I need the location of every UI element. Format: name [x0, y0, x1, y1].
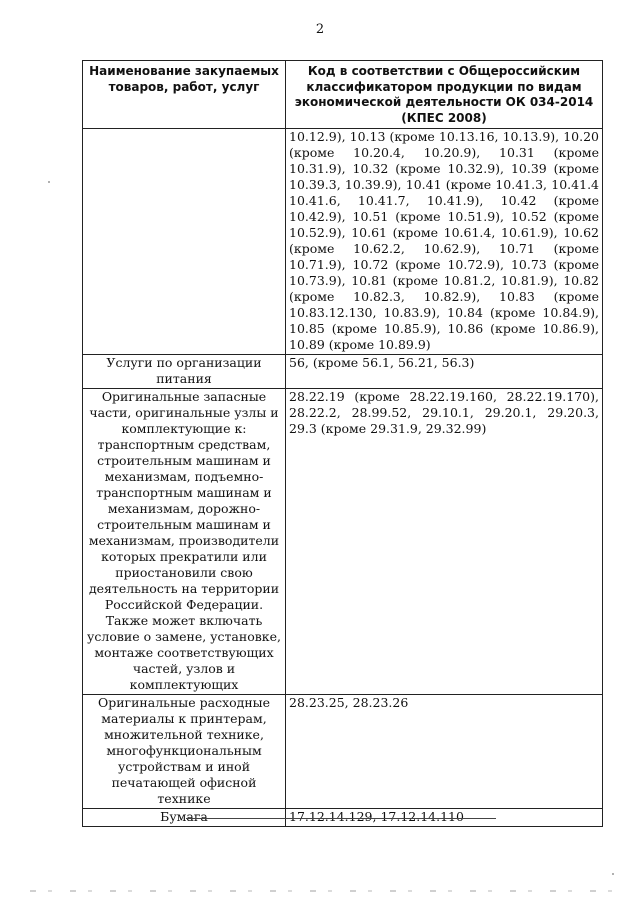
okpd-code-cell: 10.12.9), 10.13 (кроме 10.13.16, 10.13.9), 10.20 (кроме 10.20.4, 10.20.9), 10.31 (кроме 10.31.9), 10.32 (кроме 10.32.9), 10.39 (кроме 10.39.3, 10.39.9), 10.41 (кроме 10.41.3, 10.41.4 10.41.6, 10.41.7, 10.41.9), 10.42 (кроме 10.42.9), 10.51 (кроме 10.51.9), 10.52 (кроме 10.52.9), 10.61 (кроме 10.61.4, 10.61.9), 10.62 (кроме 10.62.2, 10.62.9), 10.71 (кроме 10.71.9), 10.72 (кроме 10.72.9), 10.73 (кроме 10.73.9), 10.81 (кроме 10.81.2, 10.81.9), 10.82 (кроме 10.82.3, 10.82.9), 10.83 (кроме 10.83.12.130, 10.83.9), 10.84 (кроме 10.84.9), 10.85 (кроме 10.85.9), 10.86 (кроме 10.86.9), 10.89 (кроме 10.89.9) [286, 129, 603, 355]
scan-speck [48, 181, 50, 183]
table-body [83, 129, 603, 827]
table-header [83, 61, 603, 129]
okpd-code-cell: 56, (кроме 56.1, 56.21, 56.3) [286, 355, 603, 389]
procurement-codes-table [82, 60, 603, 827]
header-goods-name: Наименование закупаемых товаров, работ, услуг [83, 61, 286, 129]
goods-name-cell: Оригинальные запасные части, оригинальные узлы и комплектующие к: транспортным средствам, строительным машинам и механизмам, подъемно-транспортным машинам и механизмам, дорожно-строительным машинам и механизмам, производители которых прекратили или приостановили свою деятельность на территории Российской Федерации. Также может включать условие о замене, установке, монтаже соответствующих частей, узлов и комплектующих [83, 389, 286, 695]
scan-speck [612, 873, 614, 875]
goods-name-cell: Бумага [83, 809, 286, 827]
table-row [83, 129, 603, 355]
header-okpd-code: Код в соответствии с Общероссийским классификатором продукции по видам экономической деятельности ОК 034-2014 (КПЕС 2008) [286, 61, 603, 129]
goods-name-cell [83, 129, 286, 355]
page-number: 2 [315, 22, 325, 37]
okpd-code-cell: 28.23.25, 28.23.26 [286, 695, 603, 809]
table-row [83, 389, 603, 695]
okpd-code-cell: 28.22.19 (кроме 28.22.19.160, 28.22.19.170), 28.22.2, 28.99.52, 29.10.1, 29.20.1, 29.20.3, 29.3 (кроме 29.31.9, 29.32.99) [286, 389, 603, 695]
header-row [83, 61, 603, 129]
table-row [83, 355, 603, 389]
goods-name-cell: Услуги по организации питания [83, 355, 286, 389]
end-of-table-rule [186, 818, 496, 819]
okpd-code-cell: 17.12.14.129, 17.12.14.110 [286, 809, 603, 827]
scan-edge-noise [30, 890, 620, 892]
goods-name-cell: Оригинальные расходные материалы к принтерам, множительной технике, многофункциональным устройствам и иной печатающей офисной технике [83, 695, 286, 809]
table-row [83, 695, 603, 809]
